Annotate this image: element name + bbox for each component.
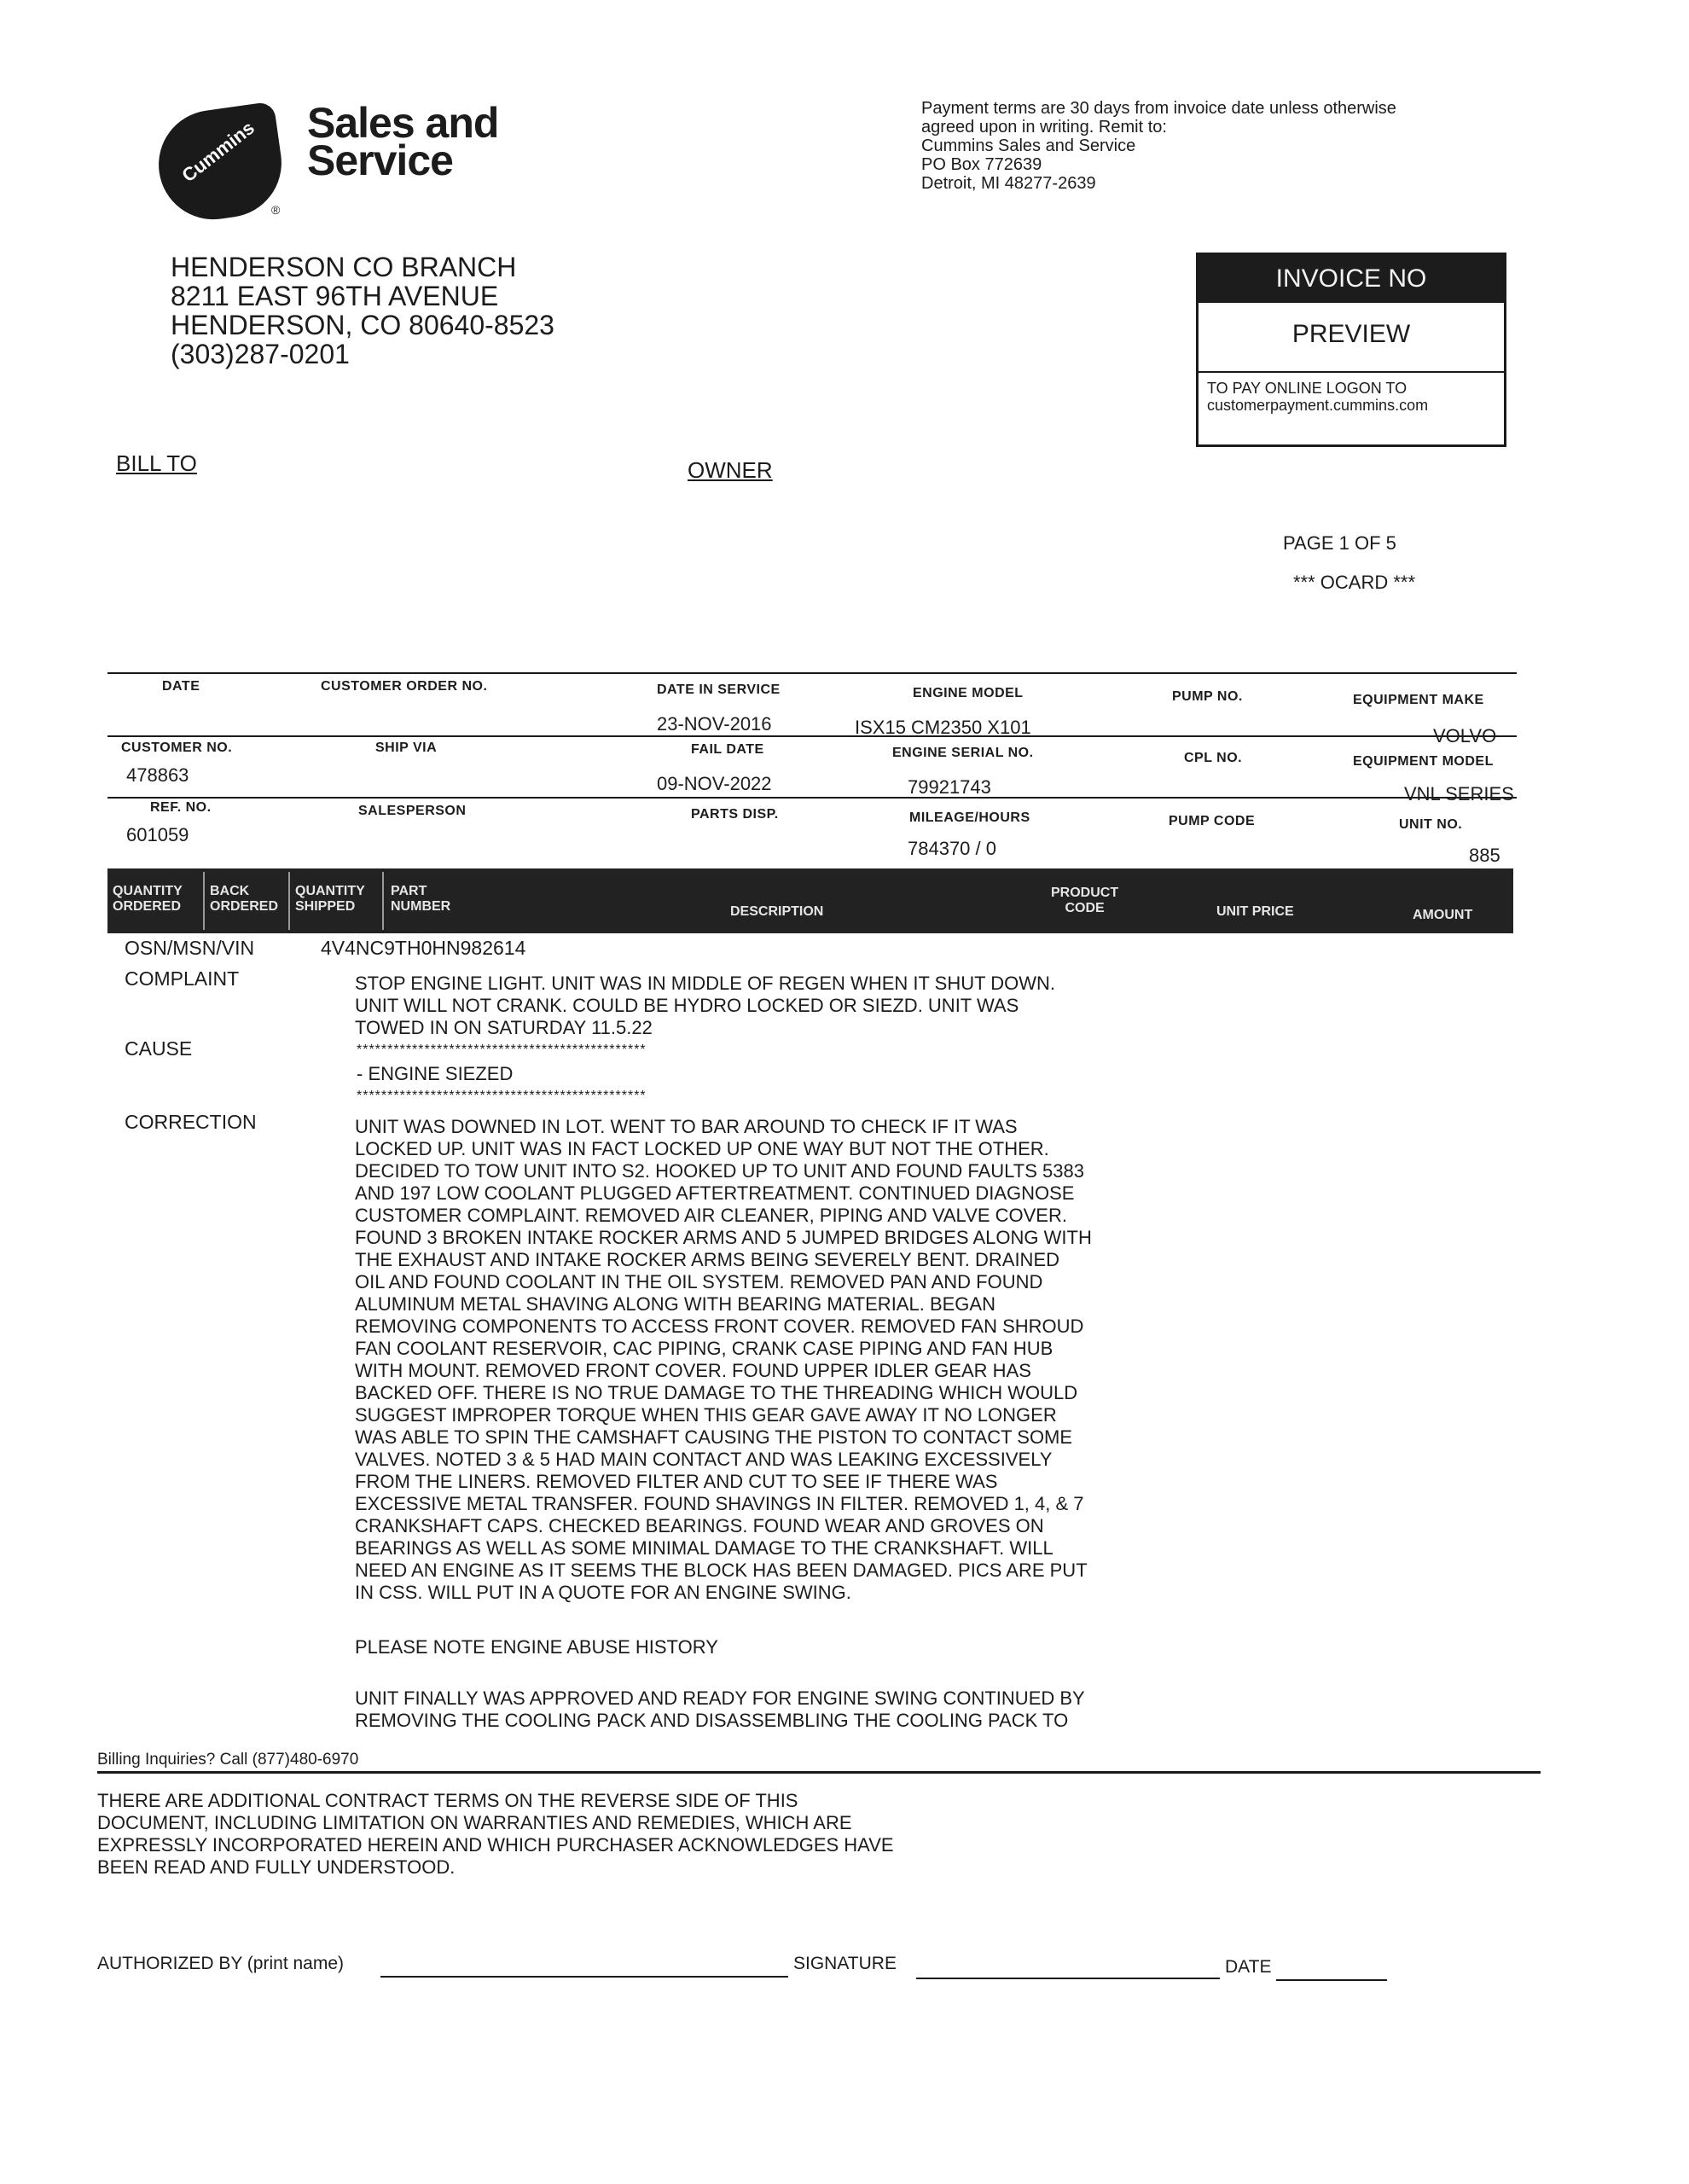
header-separator [382,872,384,930]
engine-model-label: ENGINE MODEL [913,686,1024,700]
ship-via-label: SHIP VIA [375,741,438,755]
cause-stars-top: *********************************************** [357,1043,647,1057]
invoice-box [1196,253,1506,447]
grid-rule [107,735,1517,737]
grid-rule [107,797,1517,799]
back-ordered-header: BACK ORDERED [210,884,279,914]
qty-shipped-header: QUANTITY SHIPPED [295,884,365,914]
cause-label: CAUSE [125,1037,193,1060]
line-items-header [107,868,1513,933]
qty-ordered-header: QUANTITY ORDERED [113,884,183,914]
correction-text: UNIT WAS DOWNED IN LOT. WENT TO BAR AROUND TO CHECK IF IT WAS LOCKED UP. UNIT WAS IN FACT LOCKED UP ONE WAY BUT NOT THE OTHER. DECIDED TO TOW UNIT INTO S2. HOOKED UP TO UNIT AND FOUND FAULTS 5383 AND 197 LOW COOLANT PLUGGED AFTERTREATMENT. CONTINUED DIAGNOSE CUSTOMER COMPLAINT. REMOVED AIR CLEANER, PIPING AND VALVE COVER. FOUND 3 BROKEN INTAKE ROCKER ARMS AND 5 JUMPED BRIDGES ALONG WITH THE EXHAUST AND INTAKE ROCKER ARMS BEING SEVERELY BENT. DRAINED OIL AND FOUND COOLANT IN THE OIL SYSTEM. REMOVED PAN AND FOUND ALUMINUM METAL SHAVING ALONG WITH BEARING MATERIAL. BEGAN REMOVING COMPONENTS TO ACCESS FRONT COVER. REMOVED FAN SHROUD FAN COOLANT RESERVOIR, CAC PIPING, CRANK CASE PIPING AND FAN HUB WITH MOUNT. REMOVED FRONT COVER. FOUND UPPER IDLER GEAR HAS BACKED OFF. THERE IS NO TRUE DAMAGE TO THE THREADING WHICH WOULD SUGGEST IMPROPER TORQUE WHEN THIS GEAR GAVE AWAY IT NO LONGER WAS ABLE TO SPIN THE CAMSHAFT CAUSING THE PISTON TO CONTACT SOME VALVES. NOTED 3 & 5 HAD MAIN CONTACT AND WAS LEAKING EXCESSIVELY FROM THE LINERS. REMOVED FILTER AND CUT TO SEE IF THERE WAS EXCESSIVE METAL TRANSFER. FOUND SHAVINGS IN FILTER. REMOVED 1, 4, & 7 CRANKSHAFT CAPS. CHECKED BEARINGS. FOUND WEAR AND GROVES ON BEARINGS AS WELL AS SOME MINIMAL DAMAGE TO THE CRANKSHAFT. WILL NEED AN ENGINE AS IT SEEMS THE BLOCK HAS BEEN DAMAGED. PICS ARE PUT IN CSS. WILL PUT IN A QUOTE FOR AN ENGINE SWING. [355,1116,1092,1603]
ocard-label: *** OCARD *** [1293,572,1416,593]
grid-rule [107,672,1517,674]
signature-line[interactable] [916,1978,1220,1979]
cause-text: - ENGINE SIEZED [357,1063,514,1084]
header-separator [288,872,290,930]
payment-terms-line: PO Box 772639 [921,155,1042,174]
date-signed-line[interactable] [1276,1979,1387,1981]
branch-line: HENDERSON, CO 80640-8523 [171,310,554,340]
abuse-note: PLEASE NOTE ENGINE ABUSE HISTORY [355,1636,718,1658]
branch-line: HENDERSON CO BRANCH [171,252,517,282]
branch-line: (303)287-0201 [171,339,350,369]
fail-date-value: 09-NOV-2022 [657,773,772,794]
pump-no-label: PUMP NO. [1172,689,1243,704]
equipment-model-value: VNL SERIES [1404,783,1514,804]
payment-terms-line: agreed upon in writing. Remit to: [921,118,1167,136]
payment-terms-line: Cummins Sales and Service [921,136,1136,155]
payment-terms-line: Payment terms are 30 days from invoice date unless otherwise [921,99,1396,118]
invoice-number: PREVIEW [1291,320,1411,348]
complaint-text: STOP ENGINE LIGHT. UNIT WAS IN MIDDLE OF REGEN WHEN IT SHUT DOWN. UNIT WILL NOT CRANK. COULD BE HYDRO LOCKED OR SIEZD. UNIT WAS TOWED IN ON SATURDAY 11.5.22 [355,973,1056,1038]
pay-online-line: TO PAY ONLINE LOGON TO [1207,380,1408,397]
unit-no-value: 885 [1469,845,1500,866]
complaint-label: COMPLAINT [125,967,240,990]
mileage-label: MILEAGE/HOURS [909,810,1030,825]
osn-label: OSN/MSN/VIN [125,937,255,959]
cpl-no-label: CPL NO. [1184,751,1243,765]
header-separator [203,872,205,930]
part-number-header: PART NUMBER [391,884,451,914]
unit-no-label: UNIT NO. [1399,817,1463,832]
equipment-model-label: EQUIPMENT MODEL [1353,754,1494,769]
customer-order-label: CUSTOMER ORDER NO. [321,679,488,694]
ref-no-label: REF. NO. [150,800,212,815]
continued-text: UNIT FINALLY WAS APPROVED AND READY FOR ENGINE SWING CONTINUED BY REMOVING THE COOLING PACK AND DISASSEMBLING THE COOLING PACK TO [355,1687,1085,1731]
date-label: DATE [162,679,200,694]
description-header: DESCRIPTION [730,904,824,919]
vin-value: 4V4NC9TH0HN982614 [321,937,526,959]
equipment-make-label: EQUIPMENT MAKE [1353,693,1484,707]
authorized-by-label: AUTHORIZED BY (print name) [97,1954,345,1973]
pay-online-note [1199,371,1504,414]
date-in-service-label: DATE IN SERVICE [657,682,781,697]
customer-no-label: CUSTOMER NO. [121,741,233,755]
invoice-header: INVOICE NO [1199,255,1504,303]
amount-header: AMOUNT [1413,908,1473,922]
customer-no-value: 478863 [126,764,189,786]
cause-stars-bottom: *********************************************** [357,1089,647,1103]
brand-name [307,99,499,184]
product-code-header: PRODUCT CODE [1051,886,1119,915]
unit-price-header: UNIT PRICE [1216,904,1294,919]
registered-mark: ® [271,203,281,217]
brand-line-2: Service [307,136,453,184]
signature-label: SIGNATURE [793,1954,897,1973]
payment-terms [921,99,1535,193]
billing-inquiries: Billing Inquiries? Call (877)480-6970 [97,1751,359,1769]
parts-disp-label: PARTS DISP. [691,807,779,822]
engine-serial-value: 79921743 [908,776,991,798]
owner-heading: OWNER [688,457,773,483]
correction-label: CORRECTION [125,1111,257,1133]
footer-rule [97,1771,1541,1774]
fail-date-label: FAIL DATE [691,742,764,757]
page-number: PAGE 1 OF 5 [1283,532,1396,554]
date-signed-label: DATE [1225,1957,1272,1977]
bill-to-heading: BILL TO [116,450,197,476]
salesperson-label: SALESPERSON [358,804,467,818]
mileage-value: 784370 / 0 [908,838,996,859]
brand-line-1: Sales and [307,99,499,147]
cummins-logo-text: Cummins [177,116,258,187]
authorized-by-line[interactable] [380,1976,788,1978]
ref-no-value: 601059 [126,824,189,845]
pump-code-label: PUMP CODE [1169,814,1256,828]
payment-terms-line: Detroit, MI 48277-2639 [921,174,1096,193]
branch-address [171,253,554,369]
contract-terms: THERE ARE ADDITIONAL CONTRACT TERMS ON THE REVERSE SIDE OF THIS DOCUMENT, INCLUDING LIMITATION ON WARRANTIES AND REMEDIES, WHICH ARE EXPRESSLY INCORPORATED HEREIN AND WHICH PURCHASER ACKNOWLEDGES HAVE BEEN READ AND FULLY UNDERSTOOD. [97,1790,894,1878]
equipment-make-value: VOLVO [1433,725,1497,746]
date-in-service-value: 23-NOV-2016 [657,713,772,735]
engine-model-value: ISX15 CM2350 X101 [855,717,1031,738]
branch-line: 8211 EAST 96TH AVENUE [171,281,499,311]
pay-online-url[interactable]: customerpayment.cummins.com [1207,397,1429,414]
engine-serial-label: ENGINE SERIAL NO. [892,746,1034,760]
